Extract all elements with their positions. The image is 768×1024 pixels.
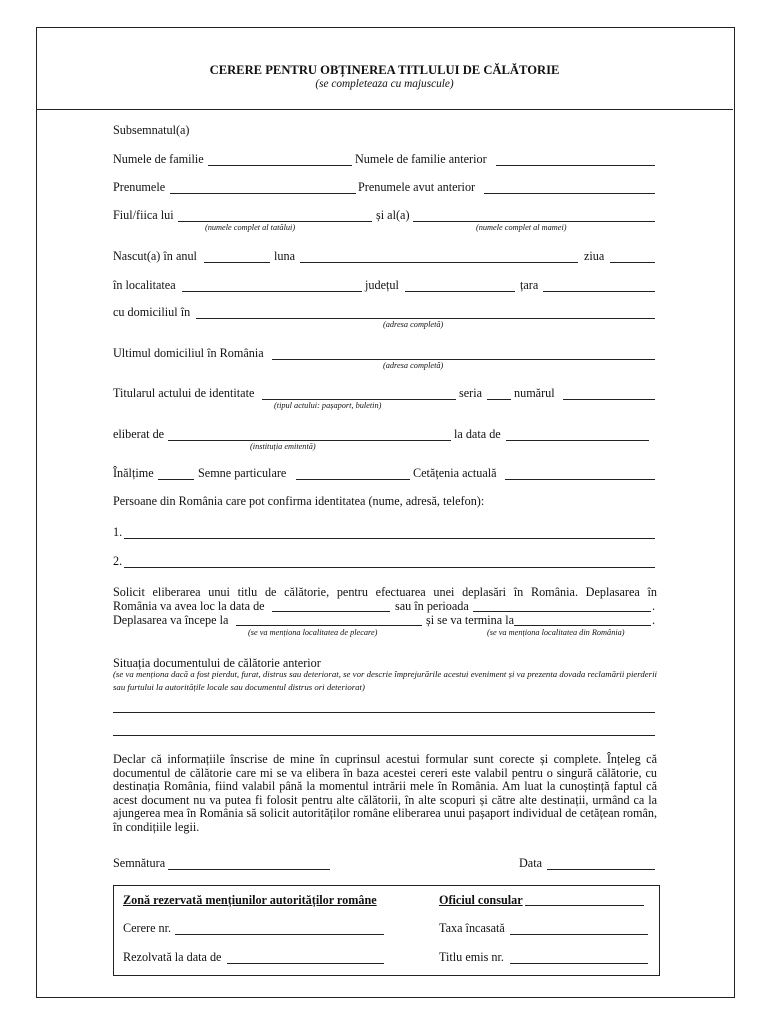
eliberat-label: eliberat de	[113, 427, 165, 441]
numarul-field[interactable]	[563, 399, 655, 400]
titlu-emis-field[interactable]	[510, 963, 648, 964]
judetul-field[interactable]	[405, 291, 515, 292]
terminare-field[interactable]	[514, 625, 651, 626]
subsemnatul-label: Subsemnatul(a)	[113, 123, 190, 137]
plecare-field[interactable]	[236, 625, 422, 626]
localitatea-field[interactable]	[182, 291, 362, 292]
judetul-label: județul	[365, 278, 399, 292]
reserved-right-title: Oficiul consular	[439, 893, 523, 907]
semnatura-field[interactable]	[168, 869, 330, 870]
rezolvata-field[interactable]	[227, 963, 384, 964]
titlu-emis-label: Titlu emis nr.	[439, 950, 504, 964]
seria-label: seria	[459, 386, 483, 400]
prenumele-label: Prenumele	[113, 180, 166, 194]
anul-field[interactable]	[204, 262, 270, 263]
tara-label: țara	[520, 278, 539, 292]
solicit-perioada-field[interactable]	[473, 611, 651, 612]
semne-field[interactable]	[296, 479, 410, 480]
data-label: Data	[519, 856, 543, 870]
deplasarea-label: Deplasarea va începe la	[113, 613, 229, 627]
cerere-nr-label: Cerere nr.	[123, 921, 172, 935]
ultimul-domiciliu-label: Ultimul domiciliul în România	[113, 346, 264, 360]
numarul-label: numărul	[514, 386, 555, 400]
cerere-nr-field[interactable]	[175, 934, 384, 935]
prenumele-anterior-field[interactable]	[484, 193, 655, 194]
luna-field[interactable]	[300, 262, 578, 263]
ziua-field[interactable]	[610, 262, 655, 263]
hint-institutia: (instituția emitentă)	[250, 442, 316, 451]
solicit-end-dot: .	[652, 613, 656, 627]
situatia-line-2[interactable]	[113, 735, 655, 736]
form-header	[36, 27, 733, 110]
eliberat-field[interactable]	[168, 440, 451, 441]
form-title: CERERE PENTRU OBȚINEREA TITLULUI DE CĂLĂTORIE	[209, 63, 560, 77]
taxa-field[interactable]	[510, 934, 648, 935]
si-al-label: și al(a)	[376, 208, 410, 222]
semne-label: Semne particulare	[198, 466, 287, 480]
mama-field[interactable]	[413, 221, 655, 222]
situatia-line-1[interactable]	[113, 712, 655, 713]
hint-plecare: (se va menționa localitatea de plecare)	[248, 628, 378, 637]
persoana-2-field[interactable]	[124, 567, 655, 568]
reserved-left-title: Zonă rezervată mențiunilor autorităților române	[123, 893, 377, 907]
nume-familie-anterior-field[interactable]	[496, 165, 655, 166]
form-border	[36, 27, 735, 998]
solicit-data-label: România va avea loc la data de	[113, 599, 265, 613]
situatia-title: Situația documentului de călătorie anterior	[113, 656, 321, 670]
localitatea-label: în localitatea	[113, 278, 176, 292]
fiul-fiica-label: Fiul/fiica lui	[113, 208, 174, 222]
cetatenia-field[interactable]	[505, 479, 655, 480]
inaltime-label: Înălțime	[113, 466, 154, 480]
cetatenia-label: Cetățenia actuală	[413, 466, 497, 480]
semnatura-label: Semnătura	[113, 856, 166, 870]
situatia-note: (se va menționa dacă a fost pierdut, furat, distrus sau deteriorat, se vor descrie împrejurările acestui eveniment și va prezenta dovada reclamării pierderii sau furtului la autoritățile locale sau documentul distrus ori deteriorat)	[113, 669, 657, 692]
hint-act: (tipul actului: pașaport, buletin)	[274, 401, 382, 410]
titularul-label: Titularul actului de identitate	[113, 386, 255, 400]
hint-mama: (numele complet al mamei)	[476, 223, 567, 232]
inaltime-field[interactable]	[158, 479, 194, 480]
seria-field[interactable]	[487, 399, 511, 400]
hint-adresa: (adresa completă)	[383, 320, 444, 329]
data-field[interactable]	[547, 869, 655, 870]
taxa-label: Taxa încasată	[439, 921, 505, 935]
rezolvata-label: Rezolvată la data de	[123, 950, 222, 964]
nume-familie-field[interactable]	[208, 165, 352, 166]
nume-familie-anterior-label: Numele de familie anterior	[355, 152, 487, 166]
persoane-label: Persoane din România care pot confirma identitatea (nume, adresă, telefon):	[113, 494, 485, 508]
terminare-label: și se va termina la	[426, 613, 514, 627]
solicit-perioada-label: sau în perioada	[395, 599, 469, 613]
hint-tatal: (numele complet al tatălui)	[205, 223, 296, 232]
domiciliu-label: cu domiciliul în	[113, 305, 191, 319]
solicit-period-dot: .	[652, 599, 656, 613]
persoana-1-label: 1.	[113, 525, 123, 539]
solicit-data-field[interactable]	[272, 611, 390, 612]
act-field[interactable]	[262, 399, 456, 400]
solicit-line-1: Solicit eliberarea unui titlu de călătorie, pentru efectuarea unei deplasări în România. Deplasarea în	[113, 585, 657, 599]
la-data-label: la data de	[454, 427, 501, 441]
la-data-field[interactable]	[506, 440, 649, 441]
luna-label: luna	[274, 249, 295, 263]
hint-adresa-2: (adresa completă)	[383, 361, 444, 370]
prenumele-anterior-label: Prenumele avut anterior	[358, 180, 476, 194]
tara-field[interactable]	[543, 291, 655, 292]
hint-romania: (se va menționa localitatea din România)	[487, 628, 625, 637]
oficiul-underline	[525, 905, 644, 906]
ultimul-domiciliu-field[interactable]	[272, 359, 655, 360]
persoana-1-field[interactable]	[124, 538, 655, 539]
prenumele-field[interactable]	[170, 193, 356, 194]
persoana-2-label: 2.	[113, 554, 123, 568]
domiciliu-field[interactable]	[196, 318, 655, 319]
nume-familie-label: Numele de familie	[113, 152, 204, 166]
ziua-label: ziua	[584, 249, 605, 263]
tatal-field[interactable]	[178, 221, 372, 222]
form-subtitle: (se completeaza cu majuscule)	[315, 78, 454, 90]
nascut-label: Nascut(a) în anul	[113, 249, 197, 263]
declaratie-text: Declar că informațiile înscrise de mine în cuprinsul acestui formular sunt corecte și complete. Înțeleg că documentul de călătorie care mi se va elibera în baza acestei cereri este valabil pentru o singură călătorie, cu destinația România, fiind valabil până la momentul intrării mele în România. Am luat la cunoștință faptul că acest document nu va putea fi folosit pentru alte călătorii, în alte scopuri și către alte destinații, urmând ca la ajungerea mea în România să solicit autorităților române eliberarea unui pașaport individual de cetățean român, în condițiile legii.	[113, 752, 657, 834]
